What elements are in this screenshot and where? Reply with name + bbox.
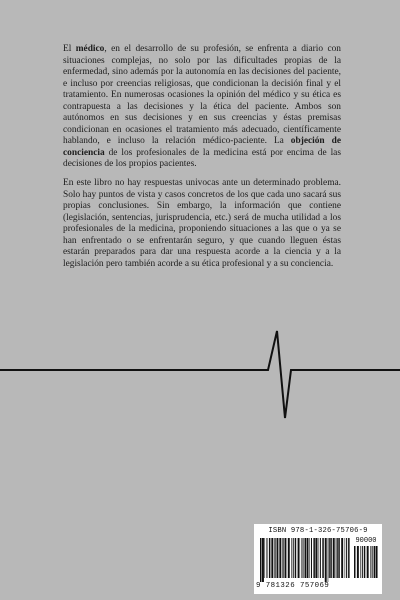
blurb-text [63, 44, 341, 270]
barcode-panel [254, 524, 382, 594]
blurb-paragraph-1 [63, 44, 341, 171]
blurb-paragraph-2: En este libro no hay respuestas univocas ante un determinado problema. Solo hay puntos de vista y casos concretos de los que cada uno sacará sus propias conclusiones. Sin embargo, la información que contiene (legislación, sentencias, jurisprudencia, etc.) será de mucha utilidad a los profesionales de la medicina, proponiendo situaciones a las que o ya se han enfrentado o se enfrentarán seguro, y que cuando lleguen éstas estarán preparados para dar una respuesta acorde a la ciencia y a la legislación pero también acorde a su ética profesional y a su conciencia. [63, 178, 341, 269]
blurb-p1-end: de los profesionales de la medicina está por encima de las decisiones de los propios pacientes. [63, 147, 341, 170]
addon-digits: 90000 [355, 537, 377, 545]
ean-barcode [260, 538, 350, 582]
ecg-trace [0, 331, 400, 418]
isbn-label: ISBN 978-1-326-75706-9 [268, 527, 368, 535]
blurb-keyword-medico: médico [75, 44, 105, 54]
blurb-p1-body: , en el desarrollo de su profesión, se enfrenta a diario con situaciones complejas, no solo por las dificultades propias de la enfermedad, sino además por la autonomía en las decisiones del paciente, e incluso por creencias religiosas, que condicionan la decisión final y el tratamiento. En numerosas ocasiones la opinión del médico y su ética es contrapuesta a las decisiones y la ética del paciente. Ambos son autónomos en sus decisiones y en sus creencias y éstas premisas condicionan en ocasiones el tratamiento más adecuado, científicamente hablando, e incluso la relación médico-paciente. La [63, 44, 341, 147]
blurb-p1-intro: El [63, 44, 76, 54]
addon-barcode [354, 546, 378, 582]
blurb-keyword-objecion: objeción de conciencia [63, 136, 341, 158]
ecg-heartbeat-line [0, 315, 400, 435]
ean-digits: 9 781326 757069 [256, 582, 330, 590]
